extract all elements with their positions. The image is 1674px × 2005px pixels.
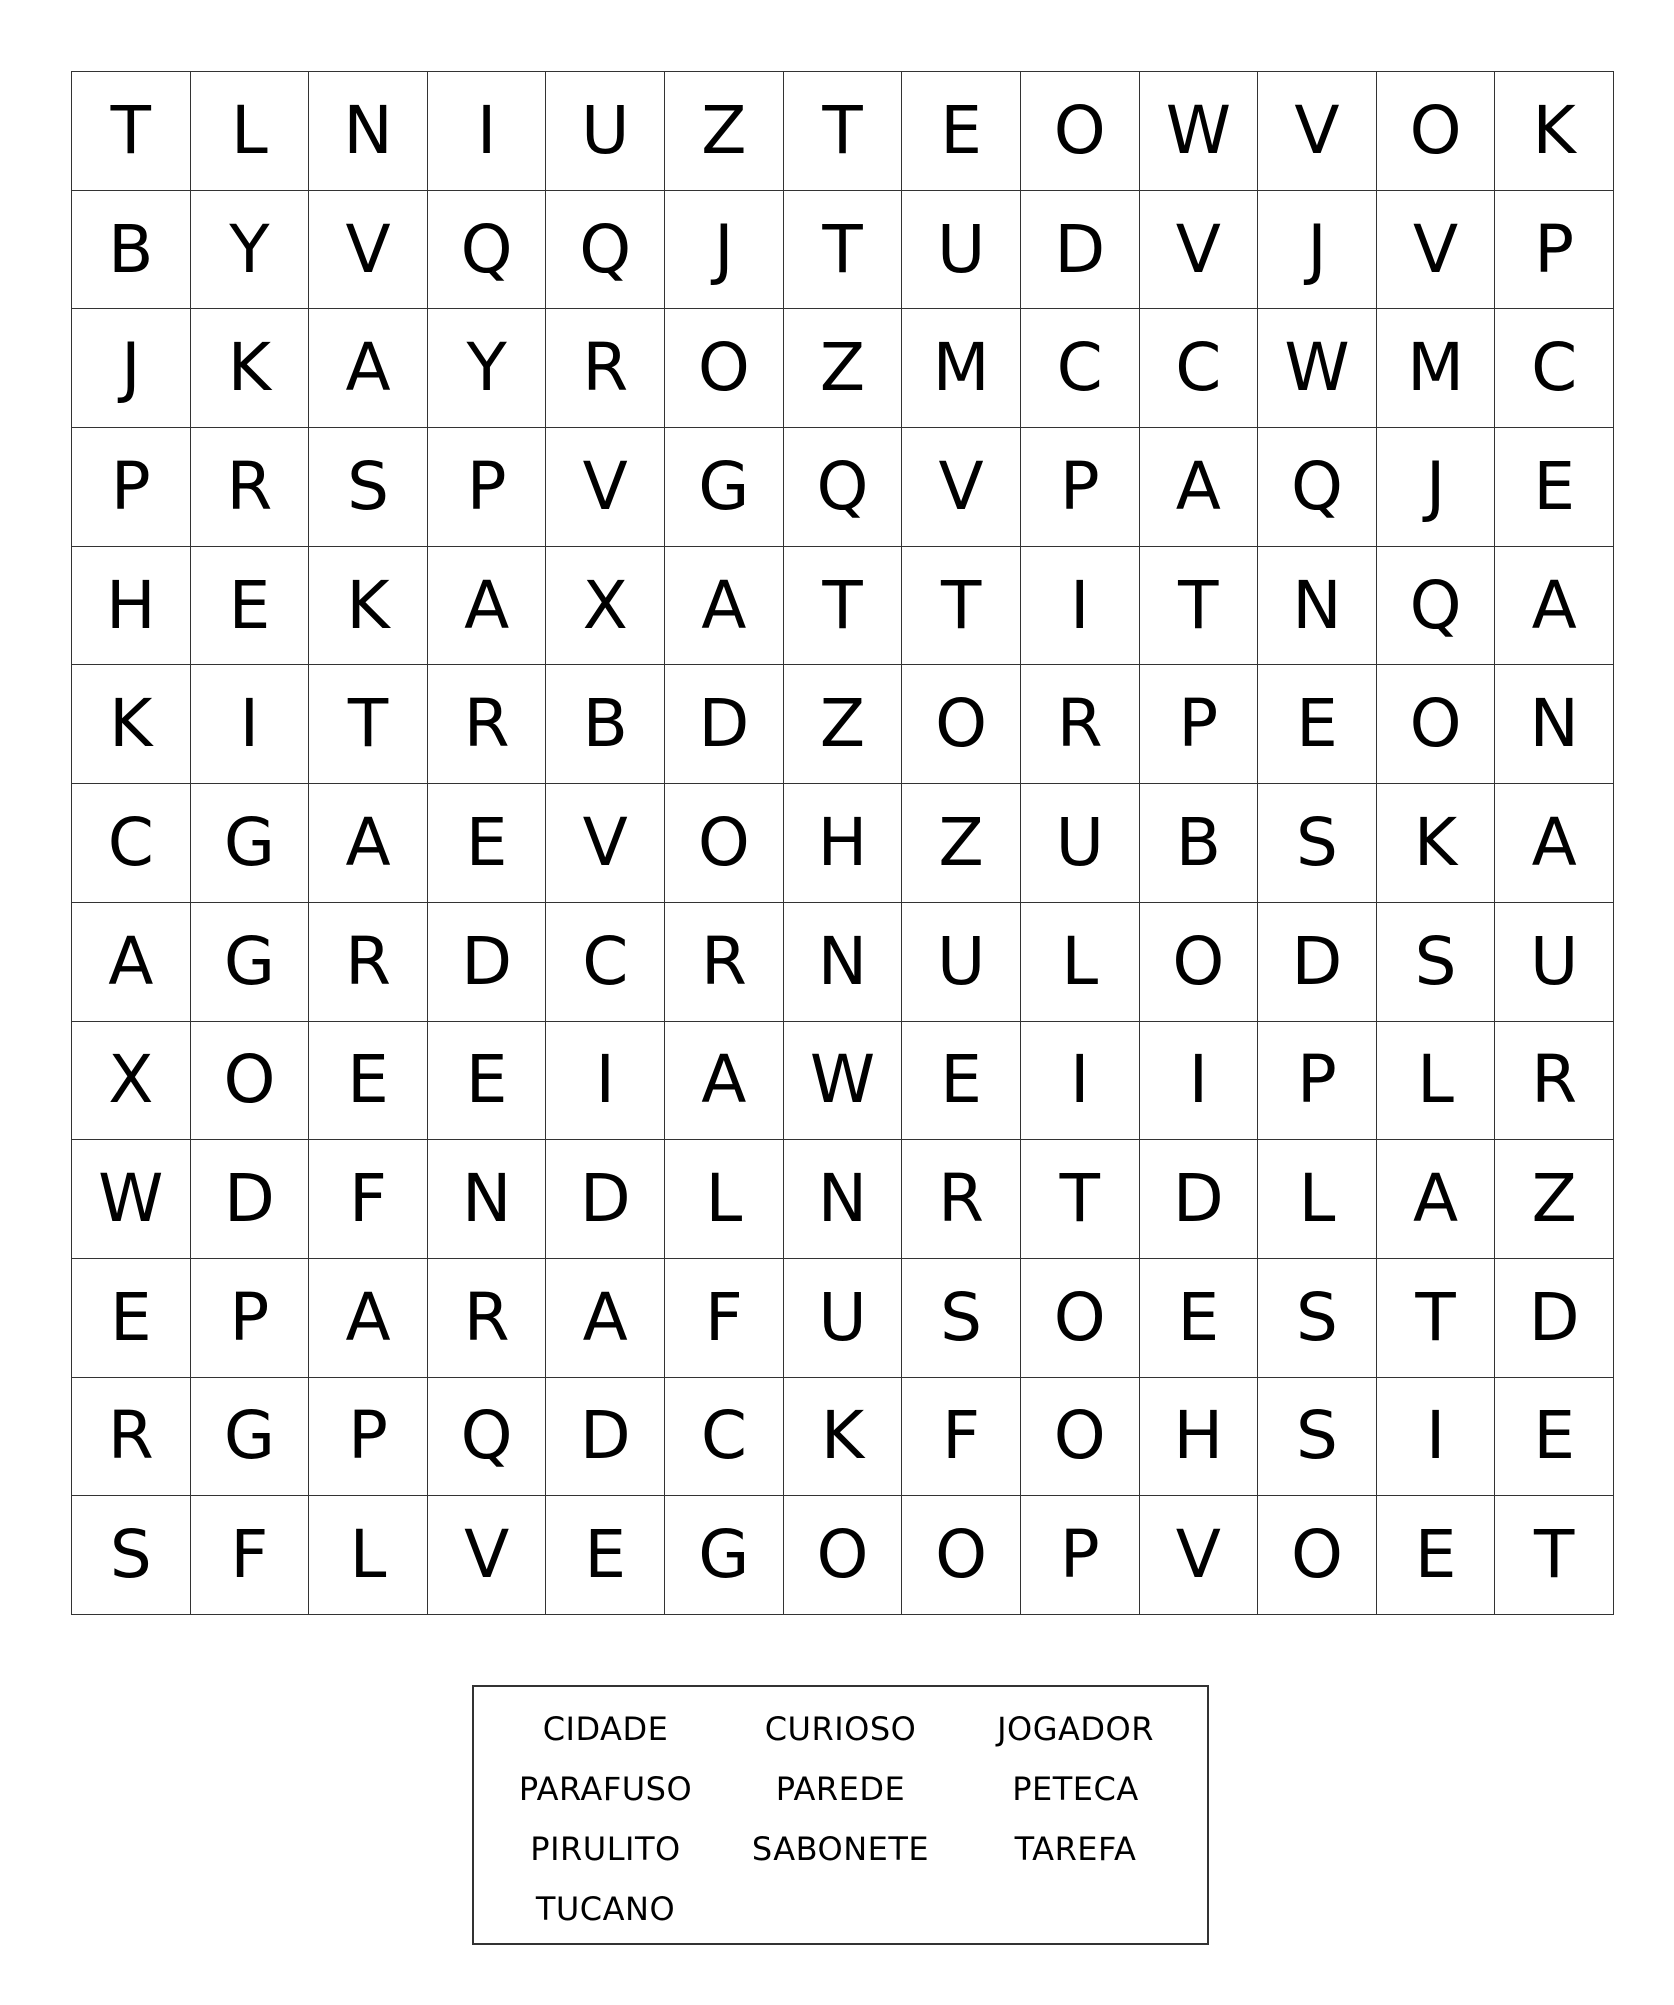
grid-cell[interactable]: S [902,1259,1021,1378]
grid-cell[interactable]: U [1495,903,1614,1022]
grid-cell[interactable]: O [1377,72,1496,191]
grid-cell[interactable]: C [1021,309,1140,428]
grid-cell[interactable]: L [191,72,310,191]
grid-cell[interactable]: B [1140,784,1259,903]
grid-cell[interactable]: E [546,1496,665,1615]
grid-cell[interactable]: L [1377,1022,1496,1141]
grid-cell[interactable]: O [191,1022,310,1141]
grid-cell[interactable]: O [784,1496,903,1615]
grid-cell[interactable]: G [665,428,784,547]
grid-cell[interactable]: K [784,1378,903,1497]
grid-cell[interactable]: U [546,72,665,191]
grid-cell[interactable]: D [1140,1140,1259,1259]
grid-cell[interactable]: E [309,1022,428,1141]
grid-cell[interactable]: A [1495,784,1614,903]
grid-cell[interactable]: C [1495,309,1614,428]
grid-cell[interactable]: T [72,72,191,191]
grid-cell[interactable]: N [784,1140,903,1259]
grid-cell[interactable]: X [72,1022,191,1141]
grid-cell[interactable]: E [428,1022,547,1141]
grid-cell[interactable]: A [428,547,547,666]
grid-cell[interactable]: Z [665,72,784,191]
grid-cell[interactable]: V [1377,191,1496,310]
grid-cell[interactable]: D [1258,903,1377,1022]
grid-cell[interactable]: S [309,428,428,547]
grid-cell[interactable]: O [665,309,784,428]
grid-cell[interactable]: K [191,309,310,428]
grid-cell[interactable]: T [1495,1496,1614,1615]
grid-cell[interactable]: D [1495,1259,1614,1378]
grid-cell[interactable]: Q [428,1378,547,1497]
grid-cell[interactable]: S [1258,1378,1377,1497]
grid-cell[interactable]: T [784,191,903,310]
grid-cell[interactable]: S [1258,1259,1377,1378]
grid-cell[interactable]: N [1495,665,1614,784]
grid-cell[interactable]: F [665,1259,784,1378]
word-list-item: CURIOSO [764,1710,917,1748]
grid-cell[interactable]: I [546,1022,665,1141]
grid-cell[interactable]: W [784,1022,903,1141]
grid-cell[interactable]: C [665,1378,784,1497]
grid-cell[interactable]: R [428,1259,547,1378]
grid-cell[interactable]: R [665,903,784,1022]
grid-cell[interactable]: A [309,309,428,428]
grid-cell[interactable]: F [309,1140,428,1259]
grid-cell[interactable]: N [309,72,428,191]
grid-cell[interactable]: V [1140,1496,1259,1615]
grid-cell[interactable]: O [1021,1259,1140,1378]
grid-cell[interactable]: O [902,665,1021,784]
grid-cell[interactable]: H [784,784,903,903]
grid-cell[interactable]: R [191,428,310,547]
grid-cell[interactable]: E [1495,428,1614,547]
grid-cell[interactable]: G [191,1378,310,1497]
grid-cell[interactable]: A [546,1259,665,1378]
grid-cell[interactable]: L [1021,903,1140,1022]
grid-cell[interactable]: U [902,903,1021,1022]
grid-cell[interactable]: K [1377,784,1496,903]
word-list-item: PAREDE [775,1770,906,1808]
grid-cell[interactable]: I [191,665,310,784]
grid-cell[interactable]: F [902,1378,1021,1497]
grid-cell[interactable]: E [1495,1378,1614,1497]
grid-cell[interactable]: Q [428,191,547,310]
grid-cell[interactable]: E [191,547,310,666]
grid-cell[interactable]: J [1377,428,1496,547]
grid-cell[interactable]: V [902,428,1021,547]
grid-cell[interactable]: M [902,309,1021,428]
grid-cell[interactable]: T [1021,1140,1140,1259]
grid-cell[interactable]: L [1258,1140,1377,1259]
grid-cell[interactable]: Z [902,784,1021,903]
word-list-item: TUCANO [535,1890,676,1928]
grid-cell[interactable]: V [1258,72,1377,191]
grid-cell[interactable]: F [191,1496,310,1615]
grid-cell[interactable]: T [1377,1259,1496,1378]
grid-cell[interactable]: C [72,784,191,903]
grid-cell[interactable]: Z [784,309,903,428]
grid-cell[interactable]: D [191,1140,310,1259]
grid-cell[interactable]: V [309,191,428,310]
grid-cell[interactable]: A [665,1022,784,1141]
grid-cell[interactable]: E [1140,1259,1259,1378]
grid-cell[interactable]: P [1021,1496,1140,1615]
grid-cell[interactable]: K [309,547,428,666]
grid-cell[interactable]: D [665,665,784,784]
grid-cell[interactable]: E [1258,665,1377,784]
grid-cell[interactable]: R [428,665,547,784]
grid-cell[interactable]: K [1495,72,1614,191]
word-list-item: SABONETE [751,1830,930,1868]
grid-cell[interactable]: T [784,547,903,666]
grid-cell[interactable]: Y [191,191,310,310]
grid-cell[interactable]: E [72,1259,191,1378]
grid-cell[interactable]: W [1258,309,1377,428]
grid-cell[interactable]: T [902,547,1021,666]
word-list-item: JOGADOR [997,1710,1154,1748]
grid-cell[interactable]: S [72,1496,191,1615]
grid-cell[interactable]: O [1021,1378,1140,1497]
grid-cell[interactable]: S [1377,903,1496,1022]
grid-cell[interactable]: K [72,665,191,784]
grid-cell[interactable]: R [72,1378,191,1497]
grid-cell[interactable]: Q [784,428,903,547]
grid-cell[interactable]: I [1021,1022,1140,1141]
grid-cell[interactable]: P [309,1378,428,1497]
grid-cell[interactable]: U [1021,784,1140,903]
grid-cell[interactable]: I [428,72,547,191]
grid-cell[interactable]: A [309,1259,428,1378]
grid-cell[interactable]: E [1377,1496,1496,1615]
grid-cell[interactable]: R [309,903,428,1022]
grid-cell[interactable]: B [72,191,191,310]
grid-cell[interactable]: R [546,309,665,428]
word-list-item: TAREFA [1014,1830,1137,1868]
grid-cell[interactable]: W [72,1140,191,1259]
grid-cell[interactable]: S [1258,784,1377,903]
grid-cell[interactable]: P [428,428,547,547]
grid-cell[interactable]: L [309,1496,428,1615]
grid-cell[interactable]: J [1258,191,1377,310]
grid-cell[interactable]: R [902,1140,1021,1259]
grid-cell[interactable]: A [1377,1140,1496,1259]
grid-cell[interactable]: G [191,784,310,903]
grid-cell[interactable]: M [1377,309,1496,428]
grid-cell[interactable]: D [546,1378,665,1497]
grid-cell[interactable]: A [1140,428,1259,547]
grid-cell[interactable]: O [665,784,784,903]
grid-cell[interactable]: P [72,428,191,547]
grid-cell[interactable]: E [428,784,547,903]
grid-cell[interactable]: Y [428,309,547,428]
grid-cell[interactable]: R [1021,665,1140,784]
grid-cell[interactable]: U [784,1259,903,1378]
grid-cell[interactable]: G [665,1496,784,1615]
grid-cell[interactable]: I [1377,1378,1496,1497]
grid-cell[interactable]: O [1377,665,1496,784]
word-list-item: PARAFUSO [518,1770,693,1808]
word-list-item: PIRULITO [530,1830,681,1868]
grid-cell[interactable]: H [72,547,191,666]
grid-cell[interactable]: E [902,1022,1021,1141]
word-list-item: CIDADE [542,1710,669,1748]
grid-cell[interactable]: N [784,903,903,1022]
word-list-item: PETECA [1012,1770,1139,1808]
grid-cell[interactable]: T [784,72,903,191]
grid-cell[interactable]: G [191,903,310,1022]
grid-cell[interactable]: P [1140,665,1259,784]
word-list [472,1685,1209,1945]
grid-cell[interactable]: D [428,903,547,1022]
grid-cell[interactable]: V [546,428,665,547]
grid-cell[interactable]: D [1021,191,1140,310]
grid-cell[interactable]: I [1140,1022,1259,1141]
grid-cell[interactable]: I [1021,547,1140,666]
grid-cell[interactable]: Q [546,191,665,310]
grid-cell[interactable]: X [546,547,665,666]
grid-cell[interactable]: V [1140,191,1259,310]
grid-cell[interactable]: N [1258,547,1377,666]
grid-cell[interactable]: V [428,1496,547,1615]
grid-cell[interactable]: A [1495,547,1614,666]
grid-cell[interactable]: C [546,903,665,1022]
grid-cell[interactable]: O [1140,903,1259,1022]
grid-cell[interactable]: P [1495,191,1614,310]
grid-cell[interactable]: W [1140,72,1259,191]
grid-cell[interactable]: P [1021,428,1140,547]
grid-cell[interactable]: A [309,784,428,903]
grid-cell[interactable]: O [1021,72,1140,191]
grid-cell[interactable]: N [428,1140,547,1259]
grid-cell[interactable]: E [902,72,1021,191]
grid-cell[interactable]: Q [1258,428,1377,547]
grid-cell[interactable]: P [1258,1022,1377,1141]
grid-cell[interactable]: L [665,1140,784,1259]
grid-cell[interactable]: Q [1377,547,1496,666]
grid-cell[interactable]: O [1258,1496,1377,1615]
letter-grid [71,71,1614,1615]
grid-cell[interactable]: A [665,547,784,666]
grid-cell[interactable]: J [72,309,191,428]
grid-cell[interactable]: B [546,665,665,784]
grid-cell[interactable]: Z [1495,1140,1614,1259]
grid-cell[interactable]: J [665,191,784,310]
grid-cell[interactable]: H [1140,1378,1259,1497]
grid-cell[interactable]: P [191,1259,310,1378]
grid-cell[interactable]: D [546,1140,665,1259]
grid-cell[interactable]: A [72,903,191,1022]
grid-cell[interactable]: R [1495,1022,1614,1141]
grid-cell[interactable]: Z [784,665,903,784]
grid-cell[interactable]: T [1140,547,1259,666]
grid-cell[interactable]: T [309,665,428,784]
grid-cell[interactable]: O [902,1496,1021,1615]
grid-cell[interactable]: U [902,191,1021,310]
grid-cell[interactable]: V [546,784,665,903]
grid-cell[interactable]: C [1140,309,1259,428]
